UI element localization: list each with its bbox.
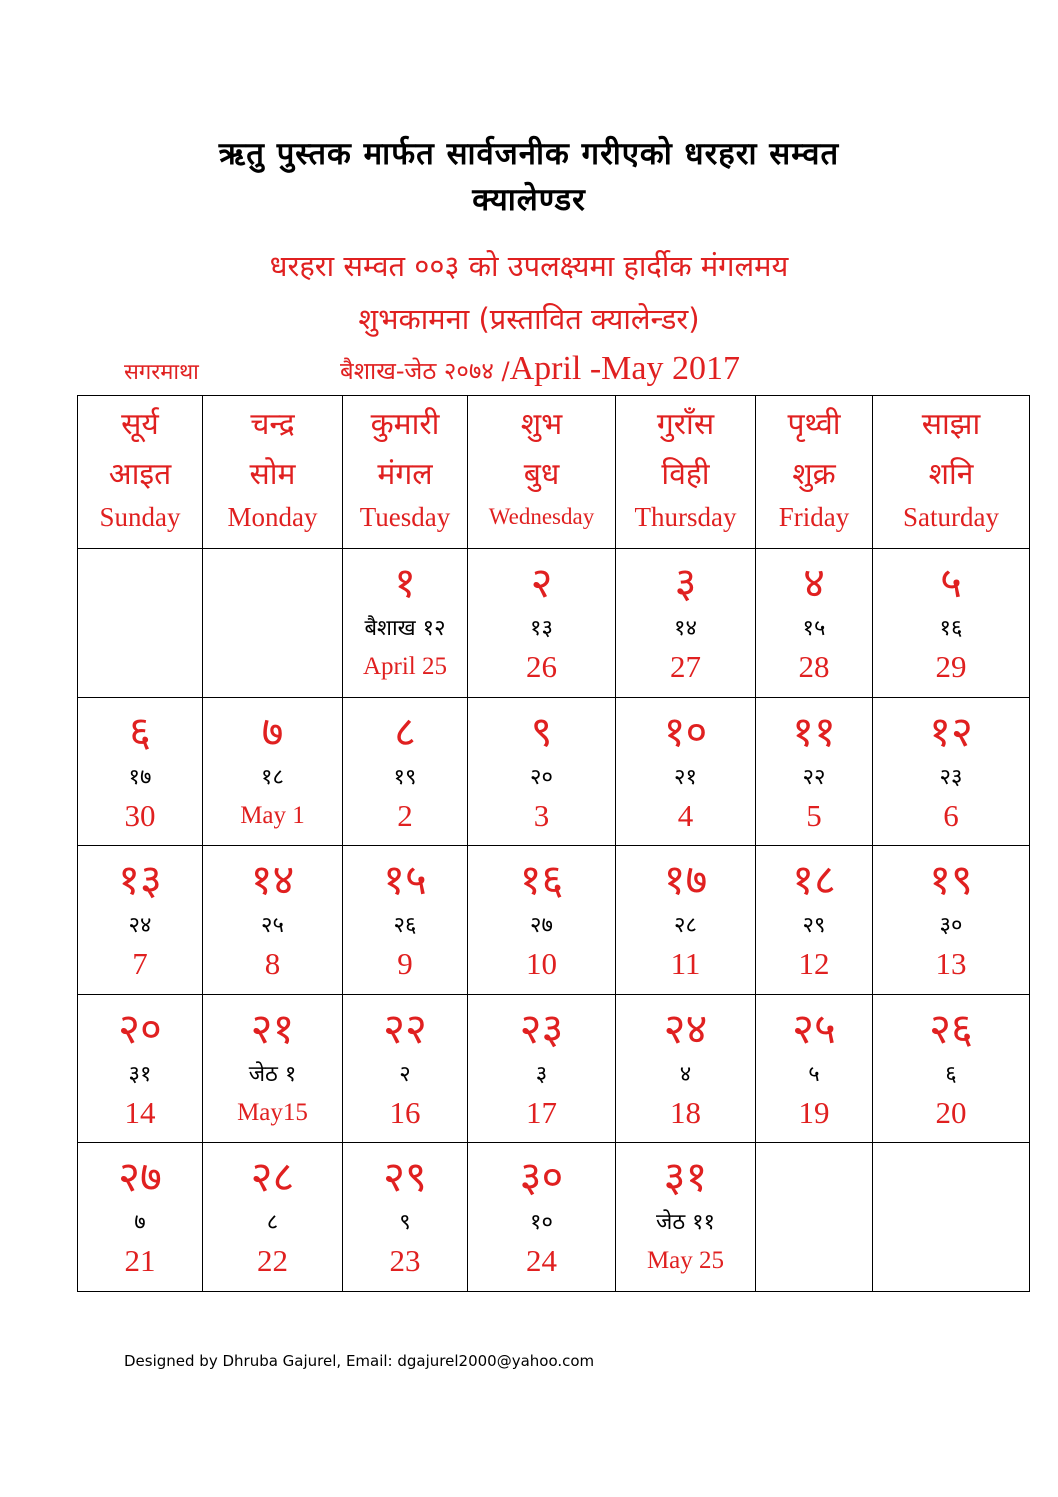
- day-number: १८: [792, 855, 836, 905]
- english-month-label: April -May 2017: [509, 350, 740, 387]
- nepali-date: २१: [674, 764, 697, 790]
- english-date: 20: [935, 1094, 967, 1130]
- day-cell: [873, 994, 1030, 1143]
- day-cell: [203, 1143, 343, 1292]
- day-number: ११: [792, 706, 836, 756]
- nepali-date: १८: [261, 764, 284, 790]
- english-date: 26: [526, 649, 557, 684]
- day-number: २०: [118, 1003, 162, 1053]
- nepali-date: १६: [939, 616, 963, 641]
- day-number: १७: [663, 855, 708, 905]
- day-cell: [616, 846, 756, 995]
- english-date: 19: [798, 1094, 830, 1130]
- weekday-english-name: Monday: [227, 502, 318, 532]
- nepali-date: २५: [261, 913, 284, 939]
- weekday-header-cell: [203, 396, 343, 549]
- nepali-date: ९: [399, 1210, 411, 1236]
- week-row: [78, 994, 1030, 1143]
- nepali-date: १३: [530, 616, 553, 641]
- english-date: 13: [935, 946, 967, 982]
- day-cell: [203, 846, 343, 995]
- weekday-english-name: Saturday: [903, 502, 999, 532]
- nepali-date: २४: [128, 913, 152, 939]
- day-cell: [78, 994, 203, 1143]
- greeting-line1: धरहरा सम्वत ००३ को उपलक्ष्यमा हार्दीक मंगलमय: [269, 249, 789, 283]
- weekday-new-name: गुराँस: [656, 407, 715, 442]
- week-row: [78, 1143, 1030, 1292]
- greeting-line2: शुभकामना (प्रस्तावित क्यालेन्डर): [358, 302, 700, 336]
- weekday-nepali-name: शनि: [928, 457, 974, 492]
- day-number: ४: [803, 558, 825, 607]
- english-date: 18: [670, 1094, 701, 1130]
- weekday-nepali-name: मंगल: [377, 457, 433, 492]
- nepali-date: २०: [530, 764, 553, 790]
- nepali-date: २२: [802, 764, 826, 790]
- weekday-new-name: चन्द्र: [250, 407, 295, 442]
- day-number: १४: [250, 855, 295, 905]
- english-date: May15: [237, 1098, 308, 1126]
- nepali-date: १७: [128, 764, 152, 790]
- nepali-date: २८: [674, 913, 697, 939]
- weekday-header-cell: [343, 396, 468, 549]
- day-cell: [756, 697, 873, 846]
- nepali-month-label: बैशाख-जेठ २०७४ /: [340, 357, 510, 385]
- designer-credit: Designed by Dhruba Gajurel, Email: dgajurel2000@yahoo.com: [124, 1352, 595, 1370]
- weekday-english-name: Wednesday: [488, 504, 595, 529]
- nepali-date: १९: [393, 764, 417, 790]
- weekday-header-cell: [468, 396, 616, 549]
- day-cell: [756, 549, 873, 698]
- weekday-header-cell: [78, 396, 203, 549]
- english-date: May 1: [240, 801, 305, 829]
- day-cell: [343, 549, 468, 698]
- day-number: २६: [929, 1003, 973, 1053]
- nepali-date: ३: [535, 1061, 548, 1087]
- english-date: 10: [526, 946, 557, 982]
- english-date: 28: [798, 649, 830, 684]
- english-date: 3: [533, 797, 550, 833]
- english-date: 5: [806, 797, 822, 833]
- day-cell: [468, 697, 616, 846]
- day-number: २५: [792, 1003, 836, 1053]
- day-cell: [756, 994, 873, 1143]
- english-date: 17: [526, 1094, 557, 1130]
- weekday-nepali-name: आइत: [108, 457, 172, 492]
- day-number: ५: [940, 558, 962, 607]
- english-date: 24: [526, 1243, 557, 1279]
- day-number: ३०: [519, 1152, 564, 1202]
- day-cell-empty: [873, 1143, 1030, 1292]
- english-date: 22: [257, 1243, 288, 1279]
- nepali-date: २६: [393, 913, 417, 939]
- day-cell: [616, 994, 756, 1143]
- day-number: १: [394, 558, 416, 607]
- day-cell: [616, 697, 756, 846]
- english-date: 7: [132, 946, 148, 982]
- english-date: 29: [935, 649, 967, 684]
- day-cell: [343, 697, 468, 846]
- day-number: १२: [929, 706, 973, 756]
- english-date: 27: [670, 649, 701, 684]
- day-number: १९: [929, 855, 973, 905]
- nepali-date: ५: [808, 1061, 820, 1087]
- nepali-date: २: [399, 1061, 411, 1087]
- english-date: 2: [397, 797, 413, 833]
- weekday-header-cell: [616, 396, 756, 549]
- weekday-new-name: कुमारी: [370, 407, 440, 442]
- day-number: ८: [394, 706, 416, 756]
- day-cell: [343, 846, 468, 995]
- weekday-english-name: Friday: [778, 502, 850, 532]
- english-date: April 25: [362, 653, 448, 680]
- weekday-nepali-name: बुध: [523, 457, 560, 492]
- day-cell-empty: [756, 1143, 873, 1292]
- day-number: ३१: [663, 1152, 708, 1202]
- day-cell: [873, 549, 1030, 698]
- nepali-date: ३१: [128, 1061, 152, 1087]
- nepali-date: बैशाख १२: [364, 616, 446, 641]
- nepali-date: ७: [134, 1210, 146, 1236]
- day-number: २९: [383, 1152, 427, 1202]
- day-cell-empty: [78, 549, 203, 698]
- day-number: २१: [250, 1003, 295, 1053]
- nepali-date: ३०: [939, 913, 963, 939]
- day-cell: [873, 697, 1030, 846]
- weekday-header-cell: [756, 396, 873, 549]
- weekday-nepali-name: विही: [661, 457, 710, 492]
- day-cell: [468, 1143, 616, 1292]
- day-number: २८: [250, 1152, 295, 1202]
- day-cell: [343, 1143, 468, 1292]
- week-row: [78, 549, 1030, 698]
- day-number: ६: [129, 706, 151, 756]
- day-number: ७: [261, 706, 284, 756]
- day-number: २२: [383, 1003, 427, 1053]
- week-row: [78, 846, 1030, 995]
- english-date: 21: [124, 1243, 156, 1279]
- english-date: 12: [798, 946, 830, 982]
- month-heading: [340, 348, 740, 388]
- day-cell: [468, 549, 616, 698]
- day-cell: [78, 846, 203, 995]
- english-date: May 25: [646, 1247, 725, 1275]
- day-cell: [78, 697, 203, 846]
- english-date: 30: [124, 797, 156, 833]
- weekday-english-name: Sunday: [99, 502, 181, 532]
- calendar-title-line1: ऋतु पुस्तक मार्फत सार्वजनीक गरीएको धरहरा सम्वत: [218, 136, 840, 172]
- weekday-nepali-name: सोम: [249, 457, 296, 492]
- nepali-date: जेठ १: [248, 1061, 297, 1087]
- day-number: १३: [118, 855, 162, 905]
- day-number: २४: [663, 1003, 708, 1053]
- weekday-english-name: Tuesday: [359, 502, 451, 532]
- day-cell-empty: [203, 549, 343, 698]
- weekday-header-cell: [873, 396, 1030, 549]
- day-cell: [616, 1143, 756, 1292]
- day-number: ३: [674, 558, 697, 607]
- nepali-date: २९: [802, 913, 826, 939]
- day-number: ९: [530, 706, 553, 756]
- day-number: १०: [663, 706, 708, 756]
- day-cell: [468, 846, 616, 995]
- day-cell: [203, 697, 343, 846]
- nepali-date: जेठ ११: [656, 1210, 715, 1236]
- nepali-date: १४: [674, 616, 697, 641]
- weekday-header-row: [78, 396, 1030, 549]
- day-cell: [343, 994, 468, 1143]
- nepali-date: २७: [530, 913, 553, 939]
- day-number: २७: [118, 1152, 162, 1202]
- day-cell: [616, 549, 756, 698]
- english-date: 8: [264, 946, 281, 982]
- english-date: 6: [943, 797, 959, 833]
- english-date: 14: [124, 1094, 156, 1130]
- nepali-date: १५: [802, 616, 826, 641]
- weekday-new-name: शुभ: [520, 407, 563, 442]
- weekday-new-name: सूर्य: [121, 407, 159, 442]
- week-row: [78, 697, 1030, 846]
- nepali-date: ६: [945, 1061, 957, 1087]
- calendar-title-line2: क्यालेण्डर: [472, 182, 586, 218]
- nepali-date: १०: [530, 1210, 553, 1236]
- english-date: 16: [389, 1094, 421, 1130]
- day-number: २: [530, 558, 553, 607]
- day-number: २३: [519, 1003, 564, 1053]
- weekday-nepali-name: शुक्र: [792, 457, 836, 492]
- english-date: 9: [397, 946, 413, 982]
- weekday-english-name: Thursday: [634, 502, 737, 532]
- day-cell: [756, 846, 873, 995]
- day-number: १६: [519, 855, 564, 905]
- place-label: सगरमाथा: [124, 360, 199, 385]
- english-date: 11: [670, 946, 701, 982]
- english-date: 23: [389, 1243, 421, 1279]
- nepali-date: ४: [679, 1061, 692, 1087]
- day-cell: [78, 1143, 203, 1292]
- nepali-date: ८: [266, 1210, 279, 1236]
- nepali-date: २३: [939, 764, 963, 790]
- weekday-new-name: साझा: [921, 407, 981, 442]
- day-cell: [203, 994, 343, 1143]
- english-date: 4: [677, 797, 694, 833]
- day-cell: [873, 846, 1030, 995]
- day-number: १५: [383, 855, 427, 905]
- calendar-grid: [77, 395, 1030, 1292]
- day-cell: [468, 994, 616, 1143]
- weekday-new-name: पृथ्वी: [787, 407, 841, 442]
